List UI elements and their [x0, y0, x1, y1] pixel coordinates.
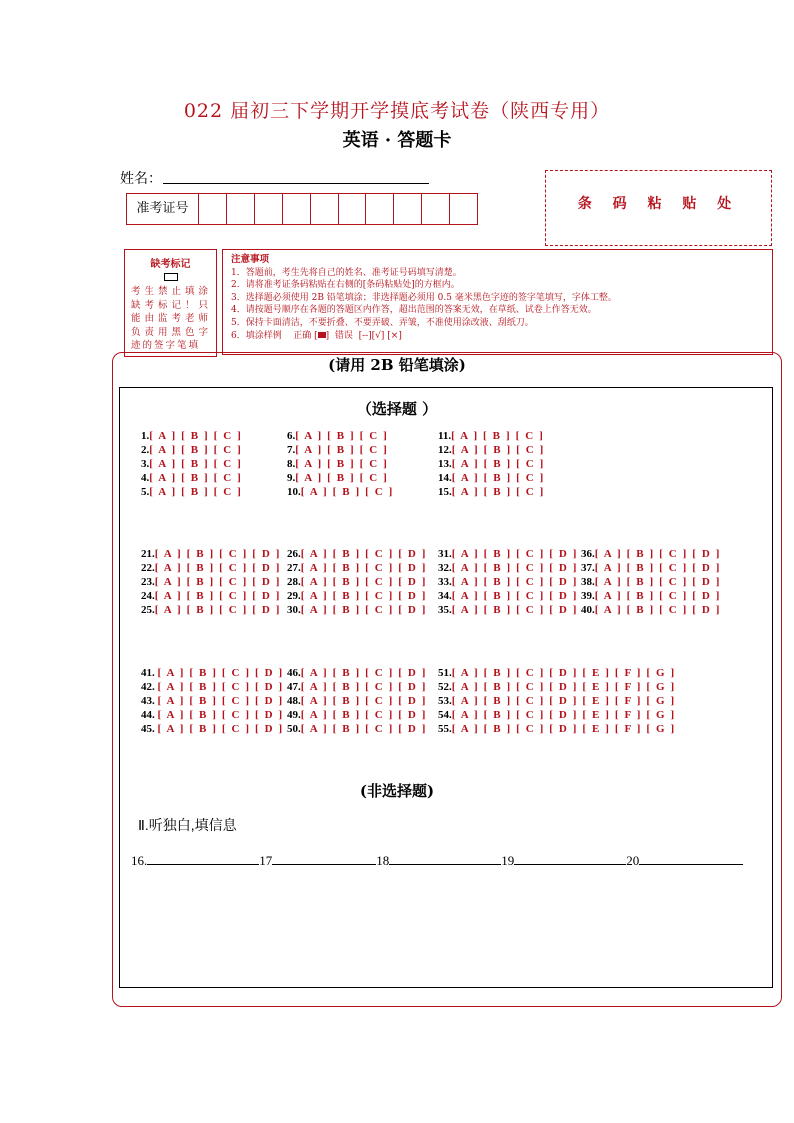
choice-question-row	[581, 561, 721, 575]
choice-question-row	[438, 603, 578, 617]
question-number: 42.	[141, 681, 158, 693]
question-number: 11.	[438, 430, 452, 442]
choice-question-row	[438, 708, 676, 722]
answer-options[interactable]: [ A ] [ B ] [ C ] [ D ]	[300, 667, 428, 679]
choice-group	[287, 429, 394, 499]
choice-group	[141, 429, 242, 499]
missing-exam-mark	[124, 249, 217, 357]
answer-options[interactable]: [ A ] [ B ] [ C ] [ D ]	[594, 604, 722, 616]
ticket-digit-cell[interactable]	[227, 194, 255, 224]
blank-number: 19	[501, 853, 515, 868]
choice-question-row	[438, 680, 676, 694]
choice-question-row	[581, 603, 721, 617]
ticket-number-grid	[126, 193, 478, 225]
choice-question-row	[438, 561, 578, 575]
choice-question-row	[287, 485, 394, 499]
answer-options[interactable]: [ A ] [ B ] [ C ] [ D ]	[157, 695, 284, 707]
question-number: 23.	[141, 576, 155, 588]
missing-mark-heading: 缺考标记	[150, 259, 191, 270]
answer-options[interactable]: [ A ] [ B ] [ C ] [ D ]	[594, 562, 722, 574]
choice-group	[581, 547, 721, 617]
answer-options[interactable]: [ A ] [ B ] [ C ] [ D ]	[300, 590, 428, 602]
choice-question-row	[438, 457, 545, 471]
choice-question-row	[141, 485, 242, 499]
answer-options[interactable]: [ A ] [ B ] [ C ] [ D ]	[154, 548, 282, 560]
choice-question-row	[287, 443, 394, 457]
answer-options[interactable]: [ A ] [ B ] [ C ] [ D ]	[300, 562, 428, 574]
question-number: 25.	[141, 604, 155, 616]
choice-question-row	[141, 589, 281, 603]
answer-options[interactable]: [ A ] [ B ] [ C ]	[295, 458, 389, 470]
instructions-heading: 注意事项	[231, 254, 270, 265]
instruction-item: 1．答题前，考生先将自己的姓名、准考证号码填写清楚。	[231, 267, 462, 278]
question-number: 1.	[141, 430, 150, 442]
exam-title: 022 届初三下学期开学摸底考试卷（陕西专用）	[183, 100, 611, 122]
choice-group	[438, 666, 676, 736]
answer-options[interactable]: [ A ] [ B ] [ C ] [ D ]	[300, 723, 428, 735]
question-number: 46.	[287, 667, 301, 679]
question-number: 34.	[438, 590, 452, 602]
question-number: 44.	[141, 709, 158, 721]
answer-options[interactable]: [ A ] [ B ] [ C ] [ D ] [ E ] [ F ] [ G ]	[451, 681, 676, 693]
answer-blank[interactable]	[147, 852, 259, 865]
ticket-digit-cell[interactable]	[394, 194, 422, 224]
instructions-box	[222, 249, 773, 355]
answer-options[interactable]: [ A ] [ B ] [ C ] [ D ]	[154, 576, 282, 588]
answer-options[interactable]: [ A ] [ B ] [ C ] [ D ]	[300, 695, 428, 707]
choice-question-row	[438, 589, 578, 603]
choice-question-row	[141, 575, 281, 589]
exam-subtitle: 英语 · 答题卡	[342, 130, 452, 151]
choice-question-row	[287, 547, 427, 561]
ticket-digit-cell[interactable]	[199, 194, 227, 224]
question-number: 36.	[581, 548, 595, 560]
choice-question-row	[438, 666, 676, 680]
answer-options[interactable]: [ A ] [ B ] [ C ] [ D ]	[300, 681, 428, 693]
missing-mark-checkbox[interactable]	[164, 273, 178, 281]
choice-question-row	[141, 547, 281, 561]
choice-question-row	[438, 443, 545, 457]
question-number: 33.	[438, 576, 452, 588]
answer-options[interactable]: [ A ] [ B ] [ C ]	[295, 444, 389, 456]
choice-question-row	[581, 547, 721, 561]
answer-options[interactable]: [ A ] [ B ] [ C ] [ D ]	[451, 590, 579, 602]
question-number: 5.	[141, 486, 150, 498]
choice-question-row	[141, 471, 242, 485]
answer-options[interactable]: [ A ] [ B ] [ C ]	[149, 458, 243, 470]
answer-options[interactable]: [ A ] [ B ] [ C ] [ D ]	[300, 709, 428, 721]
choice-question-row	[287, 603, 427, 617]
question-number: 14.	[438, 472, 452, 484]
barcode-area: 条 码 粘 贴 处	[545, 170, 772, 246]
instruction-item: 4．请按题号顺序在各题的答题区内作答，超出范围的答案无效，在草纸、试卷上作答无效。	[231, 305, 597, 316]
instruction-item: 3．选择题必须使用 2B 铅笔填涂；非选择题必须用 0.5 毫米黑色字迹的签字笔填写，字体工整。	[231, 292, 617, 303]
question-number: 31.	[438, 548, 452, 560]
instruction-item: 2．请将准考证条码粘贴在右侧的[条码粘贴处]的方框内。	[231, 280, 460, 291]
choice-question-row	[141, 429, 242, 443]
answer-options[interactable]: [ A ] [ B ] [ C ]	[149, 444, 243, 456]
answer-options[interactable]: [ A ] [ B ] [ C ] [ D ]	[594, 576, 722, 588]
answer-options[interactable]: [ A ] [ B ] [ C ] [ D ] [ E ] [ F ] [ G ]	[451, 723, 676, 735]
ticket-digit-cell[interactable]	[283, 194, 311, 224]
question-number: 21.	[141, 548, 155, 560]
answer-options[interactable]: [ A ] [ B ] [ C ]	[451, 444, 545, 456]
choice-question-row	[438, 547, 578, 561]
answer-options[interactable]: [ A ] [ B ] [ C ]	[295, 472, 389, 484]
missing-mark-text: 考生禁止填涂缺考标记！只能由监考老师负责用黑色字迹的签字笔填	[131, 286, 210, 351]
choice-question-row	[581, 589, 721, 603]
choice-question-row	[141, 722, 284, 736]
answer-options[interactable]: [ A ] [ B ] [ C ] [ D ]	[154, 590, 282, 602]
pencil-instruction: (请用 2B 铅笔填涂)	[328, 356, 466, 374]
answer-options[interactable]: [ A ] [ B ] [ C ] [ D ]	[594, 590, 722, 602]
blank-number: 17	[259, 853, 273, 868]
answer-options[interactable]: [ A ] [ B ] [ C ]	[149, 472, 243, 484]
ticket-number-label: 准考证号	[127, 194, 199, 224]
answer-options[interactable]: [ A ] [ B ] [ C ] [ D ]	[300, 604, 428, 616]
answer-options[interactable]: [ A ] [ B ] [ C ] [ D ]	[451, 576, 579, 588]
question-number: 51.	[438, 667, 452, 679]
instruction-item: 5．保持卡面清洁，不要折叠、不要弄破、弄皱，不准使用涂改液、刮纸刀。	[231, 317, 534, 328]
answer-options[interactable]: [ A ] [ B ] [ C ] [ D ]	[157, 723, 284, 735]
question-number: 29.	[287, 590, 301, 602]
question-number: 53.	[438, 695, 452, 707]
question-number: 7.	[287, 444, 296, 456]
choice-question-row	[141, 666, 284, 680]
answer-options[interactable]: [ A ] [ B ] [ C ]	[149, 430, 243, 442]
choice-question-row	[141, 708, 284, 722]
choice-question-row	[287, 694, 427, 708]
ticket-digit-cell[interactable]	[366, 194, 394, 224]
question-number: 32.	[438, 562, 452, 574]
answer-options[interactable]: [ A ] [ B ] [ C ]	[300, 486, 394, 498]
choice-section-title: （选择题 ）	[356, 400, 438, 418]
ticket-digit-cell[interactable]	[255, 194, 283, 224]
choice-question-row	[287, 589, 427, 603]
choice-question-row	[287, 561, 427, 575]
question-number: 3.	[141, 458, 150, 470]
choice-question-row	[141, 603, 281, 617]
answer-options[interactable]: [ A ] [ B ] [ C ] [ D ]	[157, 709, 284, 721]
choice-question-row	[287, 722, 427, 736]
question-number: 43.	[141, 695, 158, 707]
answer-options[interactable]: [ A ] [ B ] [ C ]	[451, 458, 545, 470]
fill-in-row	[131, 852, 743, 869]
answer-options[interactable]: [ A ] [ B ] [ C ]	[149, 486, 243, 498]
question-number: 50.	[287, 723, 301, 735]
answer-blank[interactable]	[514, 852, 626, 865]
answer-blank[interactable]	[639, 852, 743, 865]
answer-options[interactable]: [ A ] [ B ] [ C ] [ D ] [ E ] [ F ] [ G ]	[451, 667, 676, 679]
name-label: 姓名：	[120, 171, 162, 187]
choice-question-row	[438, 429, 545, 443]
choice-group	[141, 666, 284, 736]
choice-question-row	[141, 561, 281, 575]
answer-options[interactable]: [ A ] [ B ] [ C ] [ D ]	[451, 562, 579, 574]
answer-blank[interactable]	[389, 852, 501, 865]
question-number: 35.	[438, 604, 452, 616]
question-number: 22.	[141, 562, 155, 574]
choice-question-row	[287, 575, 427, 589]
answer-options[interactable]: [ A ] [ B ] [ C ] [ D ]	[157, 667, 284, 679]
choice-question-row	[141, 694, 284, 708]
answer-blank[interactable]	[272, 852, 376, 865]
answer-options[interactable]: [ A ] [ B ] [ C ] [ D ] [ E ] [ F ] [ G ]	[451, 695, 676, 707]
answer-options[interactable]: [ A ] [ B ] [ C ] [ D ]	[451, 604, 579, 616]
choice-group	[438, 547, 578, 617]
question-number: 45.	[141, 723, 158, 735]
question-number: 40.	[581, 604, 595, 616]
instruction-item-sample: 6．填涂样例 正确 [ ] 错误 [--][√] [×]	[231, 330, 402, 341]
ticket-digit-cell[interactable]	[339, 194, 367, 224]
choice-question-row	[438, 694, 676, 708]
question-number: 6.	[287, 430, 296, 442]
choice-group	[287, 547, 427, 617]
choice-question-row	[141, 457, 242, 471]
choice-question-row	[438, 485, 545, 499]
choice-question-row	[287, 429, 394, 443]
choice-group	[438, 429, 545, 499]
question-number: 47.	[287, 681, 301, 693]
answer-options[interactable]: [ A ] [ B ] [ C ] [ D ]	[300, 576, 428, 588]
choice-question-row	[438, 471, 545, 485]
ticket-digit-cell[interactable]	[422, 194, 450, 224]
question-number: 38.	[581, 576, 595, 588]
name-field[interactable]	[163, 183, 429, 184]
blank-number: 20	[626, 853, 640, 868]
question-number: 10.	[287, 486, 301, 498]
choice-question-row	[287, 708, 427, 722]
choice-question-row	[141, 680, 284, 694]
answer-options[interactable]: [ A ] [ B ] [ C ]	[451, 486, 545, 498]
question-number: 48.	[287, 695, 301, 707]
question-number: 54.	[438, 709, 452, 721]
answer-options[interactable]: [ A ] [ B ] [ C ] [ D ]	[300, 548, 428, 560]
question-number: 26.	[287, 548, 301, 560]
question-number: 15.	[438, 486, 452, 498]
question-number: 12.	[438, 444, 452, 456]
question-number: 24.	[141, 590, 155, 602]
choice-question-row	[287, 471, 394, 485]
question-number: 28.	[287, 576, 301, 588]
choice-question-row	[287, 457, 394, 471]
nonchoice-section-title: (非选择题)	[359, 782, 435, 800]
question-number: 8.	[287, 458, 296, 470]
answer-options[interactable]: [ A ] [ B ] [ C ] [ D ]	[594, 548, 722, 560]
choice-question-row	[141, 443, 242, 457]
question-number: 55.	[438, 723, 452, 735]
question-number: 13.	[438, 458, 452, 470]
blank-number: 16.	[131, 853, 148, 868]
choice-group	[287, 666, 427, 736]
listening-label: Ⅱ.听独白,填信息	[138, 817, 237, 833]
answer-options[interactable]: [ A ] [ B ] [ C ] [ D ] [ E ] [ F ] [ G ]	[451, 709, 676, 721]
filled-sample-icon	[318, 332, 326, 338]
ticket-digit-cell[interactable]	[450, 194, 477, 224]
choice-question-row	[581, 575, 721, 589]
answer-options[interactable]: [ A ] [ B ] [ C ] [ D ]	[451, 548, 579, 560]
answer-options[interactable]: [ A ] [ B ] [ C ]	[451, 430, 545, 442]
question-number: 49.	[287, 709, 301, 721]
question-number: 41.	[141, 667, 158, 679]
question-number: 52.	[438, 681, 452, 693]
answer-options[interactable]: [ A ] [ B ] [ C ] [ D ]	[157, 681, 284, 693]
question-number: 9.	[287, 472, 296, 484]
choice-question-row	[287, 666, 427, 680]
ticket-digit-cell[interactable]	[311, 194, 339, 224]
answer-options[interactable]: [ A ] [ B ] [ C ]	[451, 472, 545, 484]
choice-question-row	[438, 575, 578, 589]
answer-options[interactable]: [ A ] [ B ] [ C ] [ D ]	[154, 562, 282, 574]
choice-group	[141, 547, 281, 617]
question-number: 30.	[287, 604, 301, 616]
question-number: 37.	[581, 562, 595, 574]
question-number: 27.	[287, 562, 301, 574]
question-number: 4.	[141, 472, 150, 484]
question-number: 2.	[141, 444, 150, 456]
choice-question-row	[287, 680, 427, 694]
answer-options[interactable]: [ A ] [ B ] [ C ]	[295, 430, 389, 442]
answer-options[interactable]: [ A ] [ B ] [ C ] [ D ]	[154, 604, 282, 616]
choice-question-row	[438, 722, 676, 736]
question-number: 39.	[581, 590, 595, 602]
blank-number: 18	[376, 853, 390, 868]
